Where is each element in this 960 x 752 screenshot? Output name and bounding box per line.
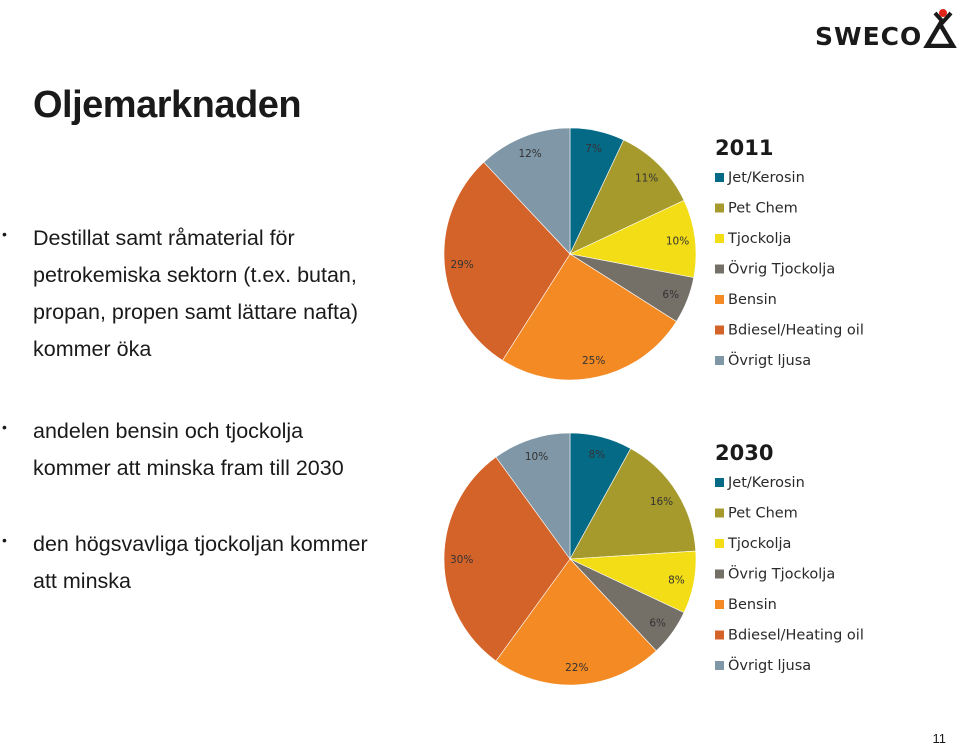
legend-swatch [715, 661, 724, 670]
legend-label: Jet/Kerosin [728, 475, 805, 491]
legend-swatch [715, 509, 724, 518]
slice-label: 16% [649, 495, 674, 508]
slice-label: 22% [565, 662, 589, 675]
pie-chart-2030 [430, 425, 870, 695]
bullet-dot: • [2, 532, 7, 548]
legend-label: Bdiesel/Heating oil [728, 322, 864, 339]
legend-swatch [715, 295, 724, 304]
slice-label: 29% [450, 259, 474, 272]
sweco-logo [815, 8, 960, 50]
legend-label: Övrig Tjockolja [728, 261, 836, 278]
legend-swatch [715, 478, 724, 487]
legend-label: Jet/Kerosin [728, 170, 805, 186]
legend-label: Tjockolja [728, 536, 792, 552]
slice-label: 6% [662, 288, 680, 301]
bullet-dot: • [2, 226, 7, 242]
legend-swatch [715, 539, 724, 548]
pie-chart-svg [430, 120, 870, 390]
legend-label: Övrigt ljusa [728, 658, 812, 674]
legend-swatch [715, 356, 724, 365]
slice-label: 10% [524, 450, 549, 463]
slice-label: 7% [585, 143, 602, 156]
legend-label: Pet Chem [728, 200, 798, 217]
legend-label: Övrig Tjockolja [728, 566, 836, 583]
slice-label: 11% [634, 172, 659, 185]
slice-label: 10% [665, 235, 690, 248]
legend-label: Tjockolja [728, 231, 792, 247]
legend-label: Bensin [728, 597, 777, 613]
bullet-text: den högsvavliga tjockoljan kommer att minska [33, 532, 368, 593]
legend-title: 2011 [715, 136, 774, 160]
legend-label: Bdiesel/Heating oil [728, 627, 864, 644]
legend-swatch [715, 326, 724, 335]
pie-chart-2011 [430, 120, 870, 390]
legend-swatch [715, 234, 724, 243]
bullet-text: Destillat samt råmaterial för petrokemiska sektorn (t.ex. butan, propan, propen samt lättare nafta) kommer öka [33, 226, 359, 361]
legend-label: Pet Chem [728, 505, 798, 522]
pie-chart-svg [430, 425, 870, 695]
slice-label: 6% [649, 617, 667, 630]
page-number: 11 [932, 731, 946, 746]
page-title: Oljemarknaden [33, 84, 302, 126]
legend-label: Bensin [728, 292, 777, 308]
slice-label: 12% [518, 148, 542, 161]
bullet-dot: • [2, 419, 7, 435]
slice-label: 30% [449, 554, 474, 566]
slice-label: 8% [588, 449, 606, 462]
logo-text: SWECO [815, 22, 923, 51]
legend-swatch [715, 265, 724, 274]
legend-label: Övrigt ljusa [728, 353, 812, 369]
logo-mark-icon [923, 8, 957, 48]
bullet-text: andelen bensin och tjockolja kommer att minska fram till 2030 [33, 419, 344, 480]
legend-swatch [715, 631, 724, 640]
legend-swatch [715, 600, 724, 609]
legend-swatch [715, 570, 724, 579]
legend-swatch [715, 204, 724, 213]
legend-title: 2030 [715, 441, 774, 465]
slice-label: 25% [581, 354, 606, 367]
slice-label: 8% [668, 574, 685, 587]
legend-swatch [715, 173, 724, 182]
